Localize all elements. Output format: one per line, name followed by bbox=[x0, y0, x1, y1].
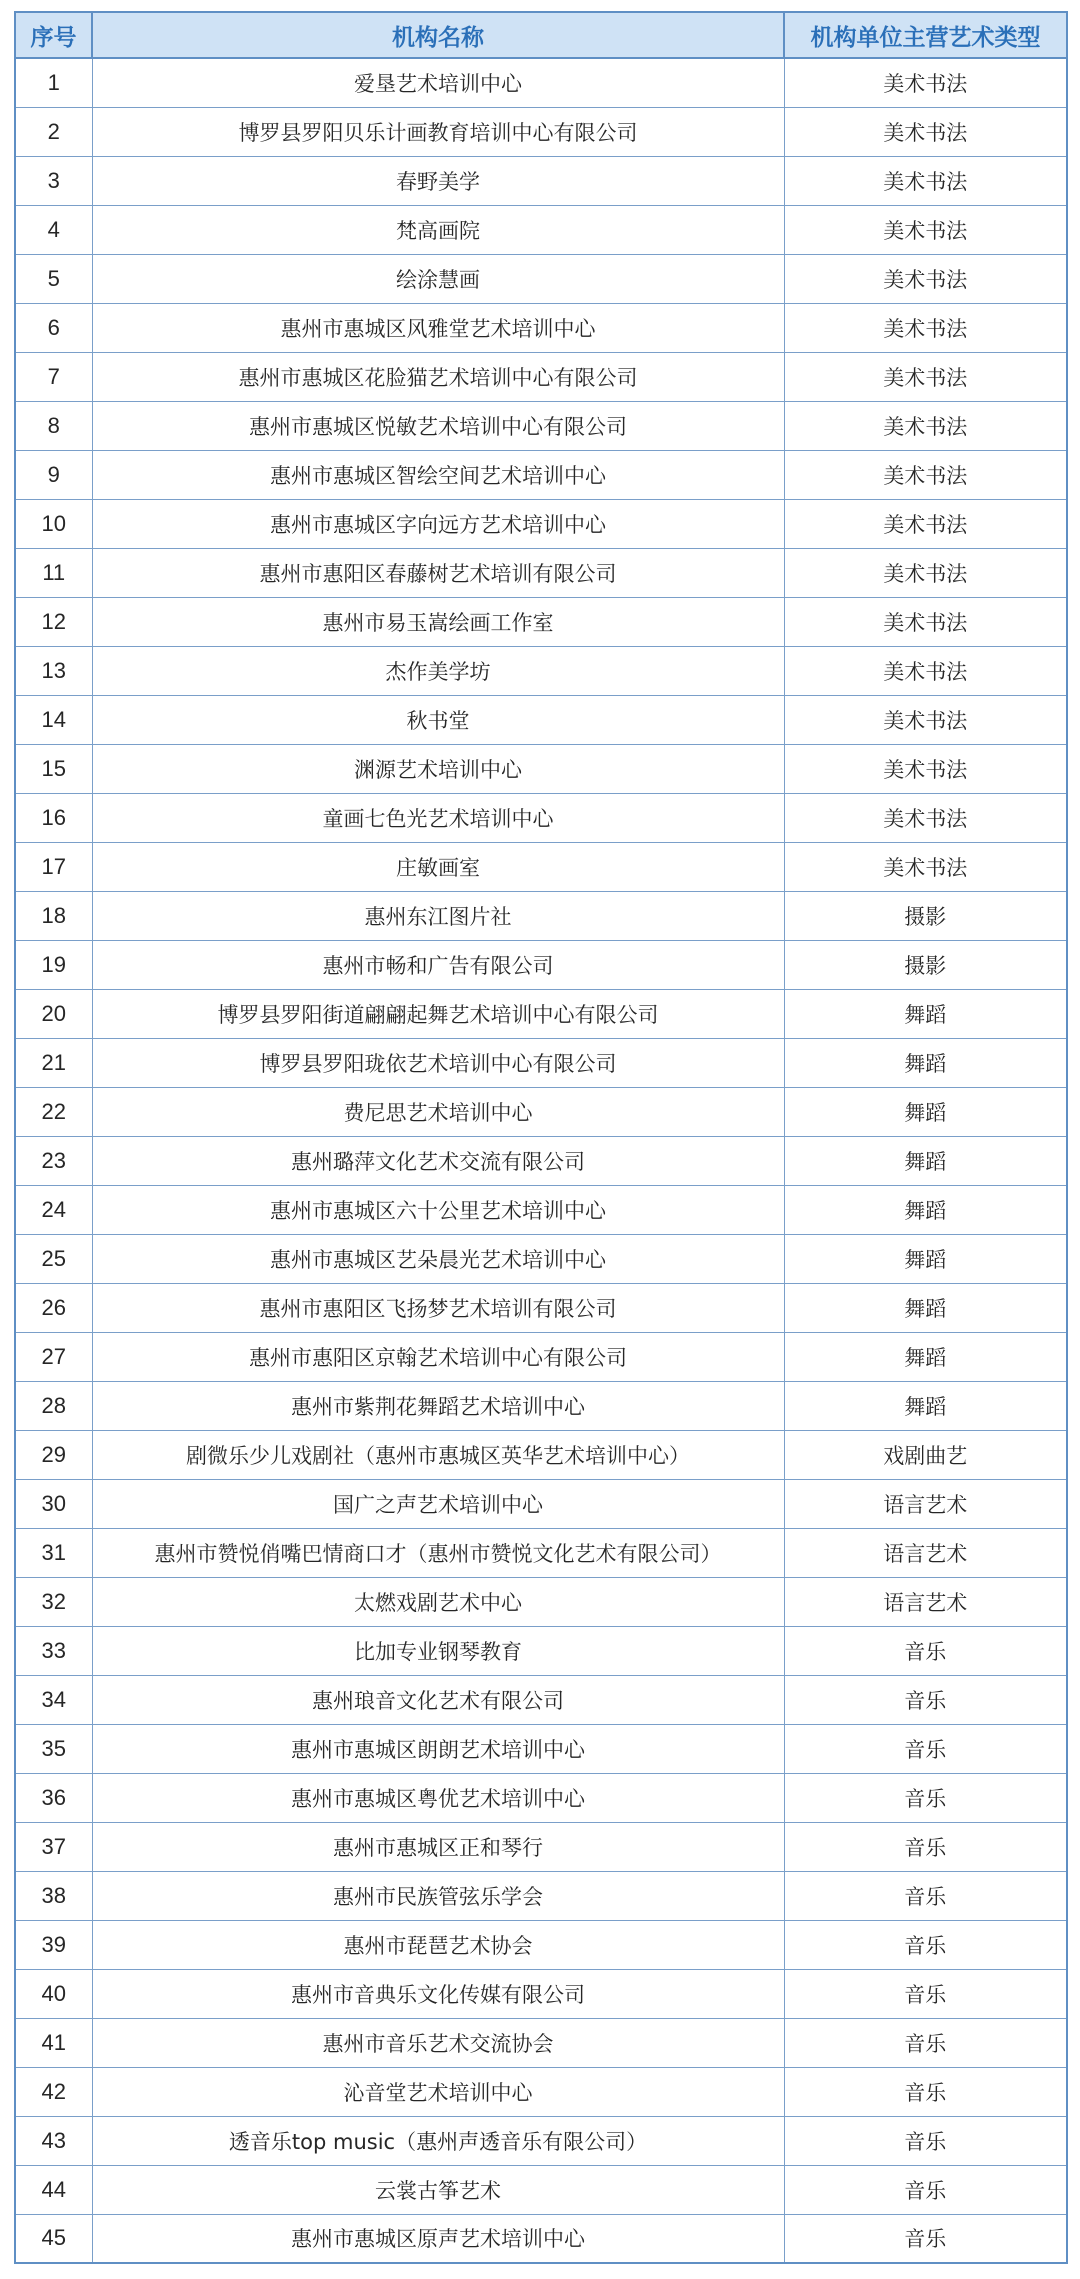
cell-serial: 34 bbox=[15, 1675, 92, 1724]
cell-art-type: 摄影 bbox=[784, 940, 1067, 989]
cell-art-type: 美术书法 bbox=[784, 842, 1067, 891]
cell-institution-name: 云裳古筝艺术 bbox=[92, 2165, 784, 2214]
cell-institution-name: 惠州市音典乐文化传媒有限公司 bbox=[92, 1969, 784, 2018]
cell-institution-name: 博罗县罗阳贝乐计画教育培训中心有限公司 bbox=[92, 107, 784, 156]
cell-institution-name: 透音乐top music（惠州声透音乐有限公司） bbox=[92, 2116, 784, 2165]
table-row bbox=[15, 1430, 1067, 1479]
table-row bbox=[15, 2116, 1067, 2165]
table-row bbox=[15, 793, 1067, 842]
table-row bbox=[15, 1724, 1067, 1773]
cell-art-type: 音乐 bbox=[784, 1969, 1067, 2018]
cell-art-type: 美术书法 bbox=[784, 58, 1067, 107]
cell-institution-name: 童画七色光艺术培训中心 bbox=[92, 793, 784, 842]
cell-art-type: 美术书法 bbox=[784, 450, 1067, 499]
cell-serial: 21 bbox=[15, 1038, 92, 1087]
cell-serial: 36 bbox=[15, 1773, 92, 1822]
table-row bbox=[15, 695, 1067, 744]
table-row bbox=[15, 254, 1067, 303]
cell-institution-name: 杰作美学坊 bbox=[92, 646, 784, 695]
cell-serial: 6 bbox=[15, 303, 92, 352]
cell-art-type: 舞蹈 bbox=[784, 1381, 1067, 1430]
cell-institution-name: 惠州市惠城区悦敏艺术培训中心有限公司 bbox=[92, 401, 784, 450]
cell-institution-name: 惠州市惠城区粤优艺术培训中心 bbox=[92, 1773, 784, 1822]
table-row bbox=[15, 989, 1067, 1038]
table-header-row bbox=[15, 12, 1067, 58]
cell-art-type: 舞蹈 bbox=[784, 1136, 1067, 1185]
table-row bbox=[15, 1087, 1067, 1136]
cell-serial: 5 bbox=[15, 254, 92, 303]
table-row bbox=[15, 58, 1067, 107]
cell-art-type: 音乐 bbox=[784, 1822, 1067, 1871]
cell-art-type: 美术书法 bbox=[784, 744, 1067, 793]
cell-serial: 39 bbox=[15, 1920, 92, 1969]
cell-institution-name: 太燃戏剧艺术中心 bbox=[92, 1577, 784, 1626]
cell-art-type: 音乐 bbox=[784, 1675, 1067, 1724]
cell-institution-name: 惠州市惠城区艺朵晨光艺术培训中心 bbox=[92, 1234, 784, 1283]
cell-serial: 24 bbox=[15, 1185, 92, 1234]
cell-art-type: 音乐 bbox=[784, 1871, 1067, 1920]
table-row bbox=[15, 303, 1067, 352]
cell-institution-name: 惠州市惠阳区京翰艺术培训中心有限公司 bbox=[92, 1332, 784, 1381]
cell-institution-name: 惠州市惠城区风雅堂艺术培训中心 bbox=[92, 303, 784, 352]
institution-table bbox=[14, 11, 1068, 2264]
cell-serial: 18 bbox=[15, 891, 92, 940]
table-row bbox=[15, 1479, 1067, 1528]
table-row bbox=[15, 1920, 1067, 1969]
table-row bbox=[15, 156, 1067, 205]
cell-serial: 43 bbox=[15, 2116, 92, 2165]
table-row bbox=[15, 744, 1067, 793]
cell-institution-name: 沁音堂艺术培训中心 bbox=[92, 2067, 784, 2116]
cell-institution-name: 惠州市民族管弦乐学会 bbox=[92, 1871, 784, 1920]
table-row bbox=[15, 2214, 1067, 2263]
cell-institution-name: 惠州市琵琶艺术协会 bbox=[92, 1920, 784, 1969]
cell-art-type: 摄影 bbox=[784, 891, 1067, 940]
cell-art-type: 美术书法 bbox=[784, 107, 1067, 156]
cell-art-type: 美术书法 bbox=[784, 352, 1067, 401]
header-art-type: 机构单位主营艺术类型 bbox=[784, 12, 1067, 58]
table-row bbox=[15, 205, 1067, 254]
cell-art-type: 音乐 bbox=[784, 2018, 1067, 2067]
table-row bbox=[15, 450, 1067, 499]
cell-art-type: 音乐 bbox=[784, 1626, 1067, 1675]
cell-serial: 44 bbox=[15, 2165, 92, 2214]
cell-institution-name: 惠州市畅和广告有限公司 bbox=[92, 940, 784, 989]
cell-institution-name: 国广之声艺术培训中心 bbox=[92, 1479, 784, 1528]
header-institution-name: 机构名称 bbox=[92, 12, 784, 58]
table-row bbox=[15, 1626, 1067, 1675]
cell-art-type: 音乐 bbox=[784, 2214, 1067, 2263]
cell-institution-name: 惠州市音乐艺术交流协会 bbox=[92, 2018, 784, 2067]
cell-serial: 12 bbox=[15, 597, 92, 646]
cell-institution-name: 惠州市惠城区字向远方艺术培训中心 bbox=[92, 499, 784, 548]
table-row bbox=[15, 107, 1067, 156]
table-row bbox=[15, 2018, 1067, 2067]
cell-institution-name: 梵高画院 bbox=[92, 205, 784, 254]
cell-serial: 27 bbox=[15, 1332, 92, 1381]
table-row bbox=[15, 1675, 1067, 1724]
cell-institution-name: 惠州市惠城区花脸猫艺术培训中心有限公司 bbox=[92, 352, 784, 401]
table-row bbox=[15, 2067, 1067, 2116]
cell-art-type: 音乐 bbox=[784, 1724, 1067, 1773]
table-row bbox=[15, 597, 1067, 646]
cell-serial: 31 bbox=[15, 1528, 92, 1577]
cell-art-type: 美术书法 bbox=[784, 254, 1067, 303]
cell-institution-name: 春野美学 bbox=[92, 156, 784, 205]
cell-art-type: 舞蹈 bbox=[784, 989, 1067, 1038]
table-body bbox=[15, 58, 1067, 2263]
cell-art-type: 音乐 bbox=[784, 2165, 1067, 2214]
cell-serial: 16 bbox=[15, 793, 92, 842]
cell-art-type: 语言艺术 bbox=[784, 1528, 1067, 1577]
cell-art-type: 舞蹈 bbox=[784, 1185, 1067, 1234]
cell-art-type: 美术书法 bbox=[784, 548, 1067, 597]
table-row bbox=[15, 646, 1067, 695]
cell-serial: 9 bbox=[15, 450, 92, 499]
table-row bbox=[15, 1969, 1067, 2018]
table-row bbox=[15, 1381, 1067, 1430]
cell-serial: 41 bbox=[15, 2018, 92, 2067]
table-container bbox=[14, 11, 1066, 2264]
table-row bbox=[15, 1185, 1067, 1234]
cell-serial: 11 bbox=[15, 548, 92, 597]
cell-art-type: 音乐 bbox=[784, 1920, 1067, 1969]
table-row bbox=[15, 352, 1067, 401]
cell-art-type: 美术书法 bbox=[784, 303, 1067, 352]
cell-institution-name: 比加专业钢琴教育 bbox=[92, 1626, 784, 1675]
cell-art-type: 舞蹈 bbox=[784, 1234, 1067, 1283]
cell-serial: 35 bbox=[15, 1724, 92, 1773]
cell-art-type: 美术书法 bbox=[784, 793, 1067, 842]
cell-institution-name: 绘涂慧画 bbox=[92, 254, 784, 303]
table-row bbox=[15, 2165, 1067, 2214]
cell-institution-name: 博罗县罗阳街道翩翩起舞艺术培训中心有限公司 bbox=[92, 989, 784, 1038]
table-row bbox=[15, 842, 1067, 891]
table-row bbox=[15, 401, 1067, 450]
cell-serial: 8 bbox=[15, 401, 92, 450]
cell-institution-name: 惠州市惠阳区春藤树艺术培训有限公司 bbox=[92, 548, 784, 597]
cell-art-type: 美术书法 bbox=[784, 499, 1067, 548]
cell-serial: 15 bbox=[15, 744, 92, 793]
cell-serial: 32 bbox=[15, 1577, 92, 1626]
cell-institution-name: 惠州市紫荆花舞蹈艺术培训中心 bbox=[92, 1381, 784, 1430]
cell-institution-name: 费尼思艺术培训中心 bbox=[92, 1087, 784, 1136]
cell-serial: 19 bbox=[15, 940, 92, 989]
cell-serial: 28 bbox=[15, 1381, 92, 1430]
cell-institution-name: 惠州市惠城区原声艺术培训中心 bbox=[92, 2214, 784, 2263]
cell-serial: 7 bbox=[15, 352, 92, 401]
cell-art-type: 音乐 bbox=[784, 2116, 1067, 2165]
cell-serial: 14 bbox=[15, 695, 92, 744]
cell-institution-name: 惠州东江图片社 bbox=[92, 891, 784, 940]
cell-art-type: 舞蹈 bbox=[784, 1087, 1067, 1136]
cell-art-type: 美术书法 bbox=[784, 156, 1067, 205]
cell-art-type: 音乐 bbox=[784, 1773, 1067, 1822]
table-row bbox=[15, 548, 1067, 597]
cell-art-type: 舞蹈 bbox=[784, 1038, 1067, 1087]
cell-institution-name: 秋书堂 bbox=[92, 695, 784, 744]
table-row bbox=[15, 1871, 1067, 1920]
cell-art-type: 美术书法 bbox=[784, 695, 1067, 744]
cell-institution-name: 惠州市赞悦俏嘴巴情商口才（惠州市赞悦文化艺术有限公司） bbox=[92, 1528, 784, 1577]
cell-serial: 22 bbox=[15, 1087, 92, 1136]
table-row bbox=[15, 1822, 1067, 1871]
cell-serial: 25 bbox=[15, 1234, 92, 1283]
cell-institution-name: 爱垦艺术培训中心 bbox=[92, 58, 784, 107]
cell-art-type: 舞蹈 bbox=[784, 1332, 1067, 1381]
cell-serial: 20 bbox=[15, 989, 92, 1038]
header-serial: 序号 bbox=[15, 12, 92, 58]
table-row bbox=[15, 940, 1067, 989]
cell-art-type: 美术书法 bbox=[784, 205, 1067, 254]
cell-institution-name: 惠州琅音文化艺术有限公司 bbox=[92, 1675, 784, 1724]
table-row bbox=[15, 1577, 1067, 1626]
cell-institution-name: 惠州市惠城区正和琴行 bbox=[92, 1822, 784, 1871]
table-row bbox=[15, 1234, 1067, 1283]
cell-institution-name: 惠州市惠阳区飞扬梦艺术培训有限公司 bbox=[92, 1283, 784, 1332]
cell-serial: 30 bbox=[15, 1479, 92, 1528]
cell-institution-name: 剧微乐少儿戏剧社（惠州市惠城区英华艺术培训中心） bbox=[92, 1430, 784, 1479]
table-row bbox=[15, 891, 1067, 940]
cell-art-type: 美术书法 bbox=[784, 646, 1067, 695]
table-row bbox=[15, 1773, 1067, 1822]
cell-serial: 40 bbox=[15, 1969, 92, 2018]
cell-art-type: 音乐 bbox=[784, 2067, 1067, 2116]
cell-serial: 29 bbox=[15, 1430, 92, 1479]
cell-serial: 4 bbox=[15, 205, 92, 254]
cell-institution-name: 惠州市惠城区智绘空间艺术培训中心 bbox=[92, 450, 784, 499]
cell-serial: 37 bbox=[15, 1822, 92, 1871]
cell-serial: 2 bbox=[15, 107, 92, 156]
table-row bbox=[15, 1038, 1067, 1087]
cell-institution-name: 博罗县罗阳珑依艺术培训中心有限公司 bbox=[92, 1038, 784, 1087]
cell-institution-name: 庄敏画室 bbox=[92, 842, 784, 891]
cell-serial: 26 bbox=[15, 1283, 92, 1332]
cell-art-type: 戏剧曲艺 bbox=[784, 1430, 1067, 1479]
cell-art-type: 美术书法 bbox=[784, 401, 1067, 450]
cell-institution-name: 渊源艺术培训中心 bbox=[92, 744, 784, 793]
table-row bbox=[15, 1528, 1067, 1577]
cell-art-type: 舞蹈 bbox=[784, 1283, 1067, 1332]
cell-serial: 42 bbox=[15, 2067, 92, 2116]
cell-serial: 10 bbox=[15, 499, 92, 548]
cell-serial: 1 bbox=[15, 58, 92, 107]
cell-serial: 17 bbox=[15, 842, 92, 891]
cell-art-type: 语言艺术 bbox=[784, 1479, 1067, 1528]
cell-serial: 38 bbox=[15, 1871, 92, 1920]
table-row bbox=[15, 1332, 1067, 1381]
cell-art-type: 语言艺术 bbox=[784, 1577, 1067, 1626]
cell-serial: 23 bbox=[15, 1136, 92, 1185]
cell-institution-name: 惠州市惠城区朗朗艺术培训中心 bbox=[92, 1724, 784, 1773]
cell-institution-name: 惠州市易玉嵩绘画工作室 bbox=[92, 597, 784, 646]
cell-institution-name: 惠州璐萍文化艺术交流有限公司 bbox=[92, 1136, 784, 1185]
table-row bbox=[15, 499, 1067, 548]
cell-serial: 33 bbox=[15, 1626, 92, 1675]
cell-art-type: 美术书法 bbox=[784, 597, 1067, 646]
cell-institution-name: 惠州市惠城区六十公里艺术培训中心 bbox=[92, 1185, 784, 1234]
cell-serial: 3 bbox=[15, 156, 92, 205]
cell-serial: 45 bbox=[15, 2214, 92, 2263]
table-row bbox=[15, 1283, 1067, 1332]
cell-serial: 13 bbox=[15, 646, 92, 695]
table-row bbox=[15, 1136, 1067, 1185]
